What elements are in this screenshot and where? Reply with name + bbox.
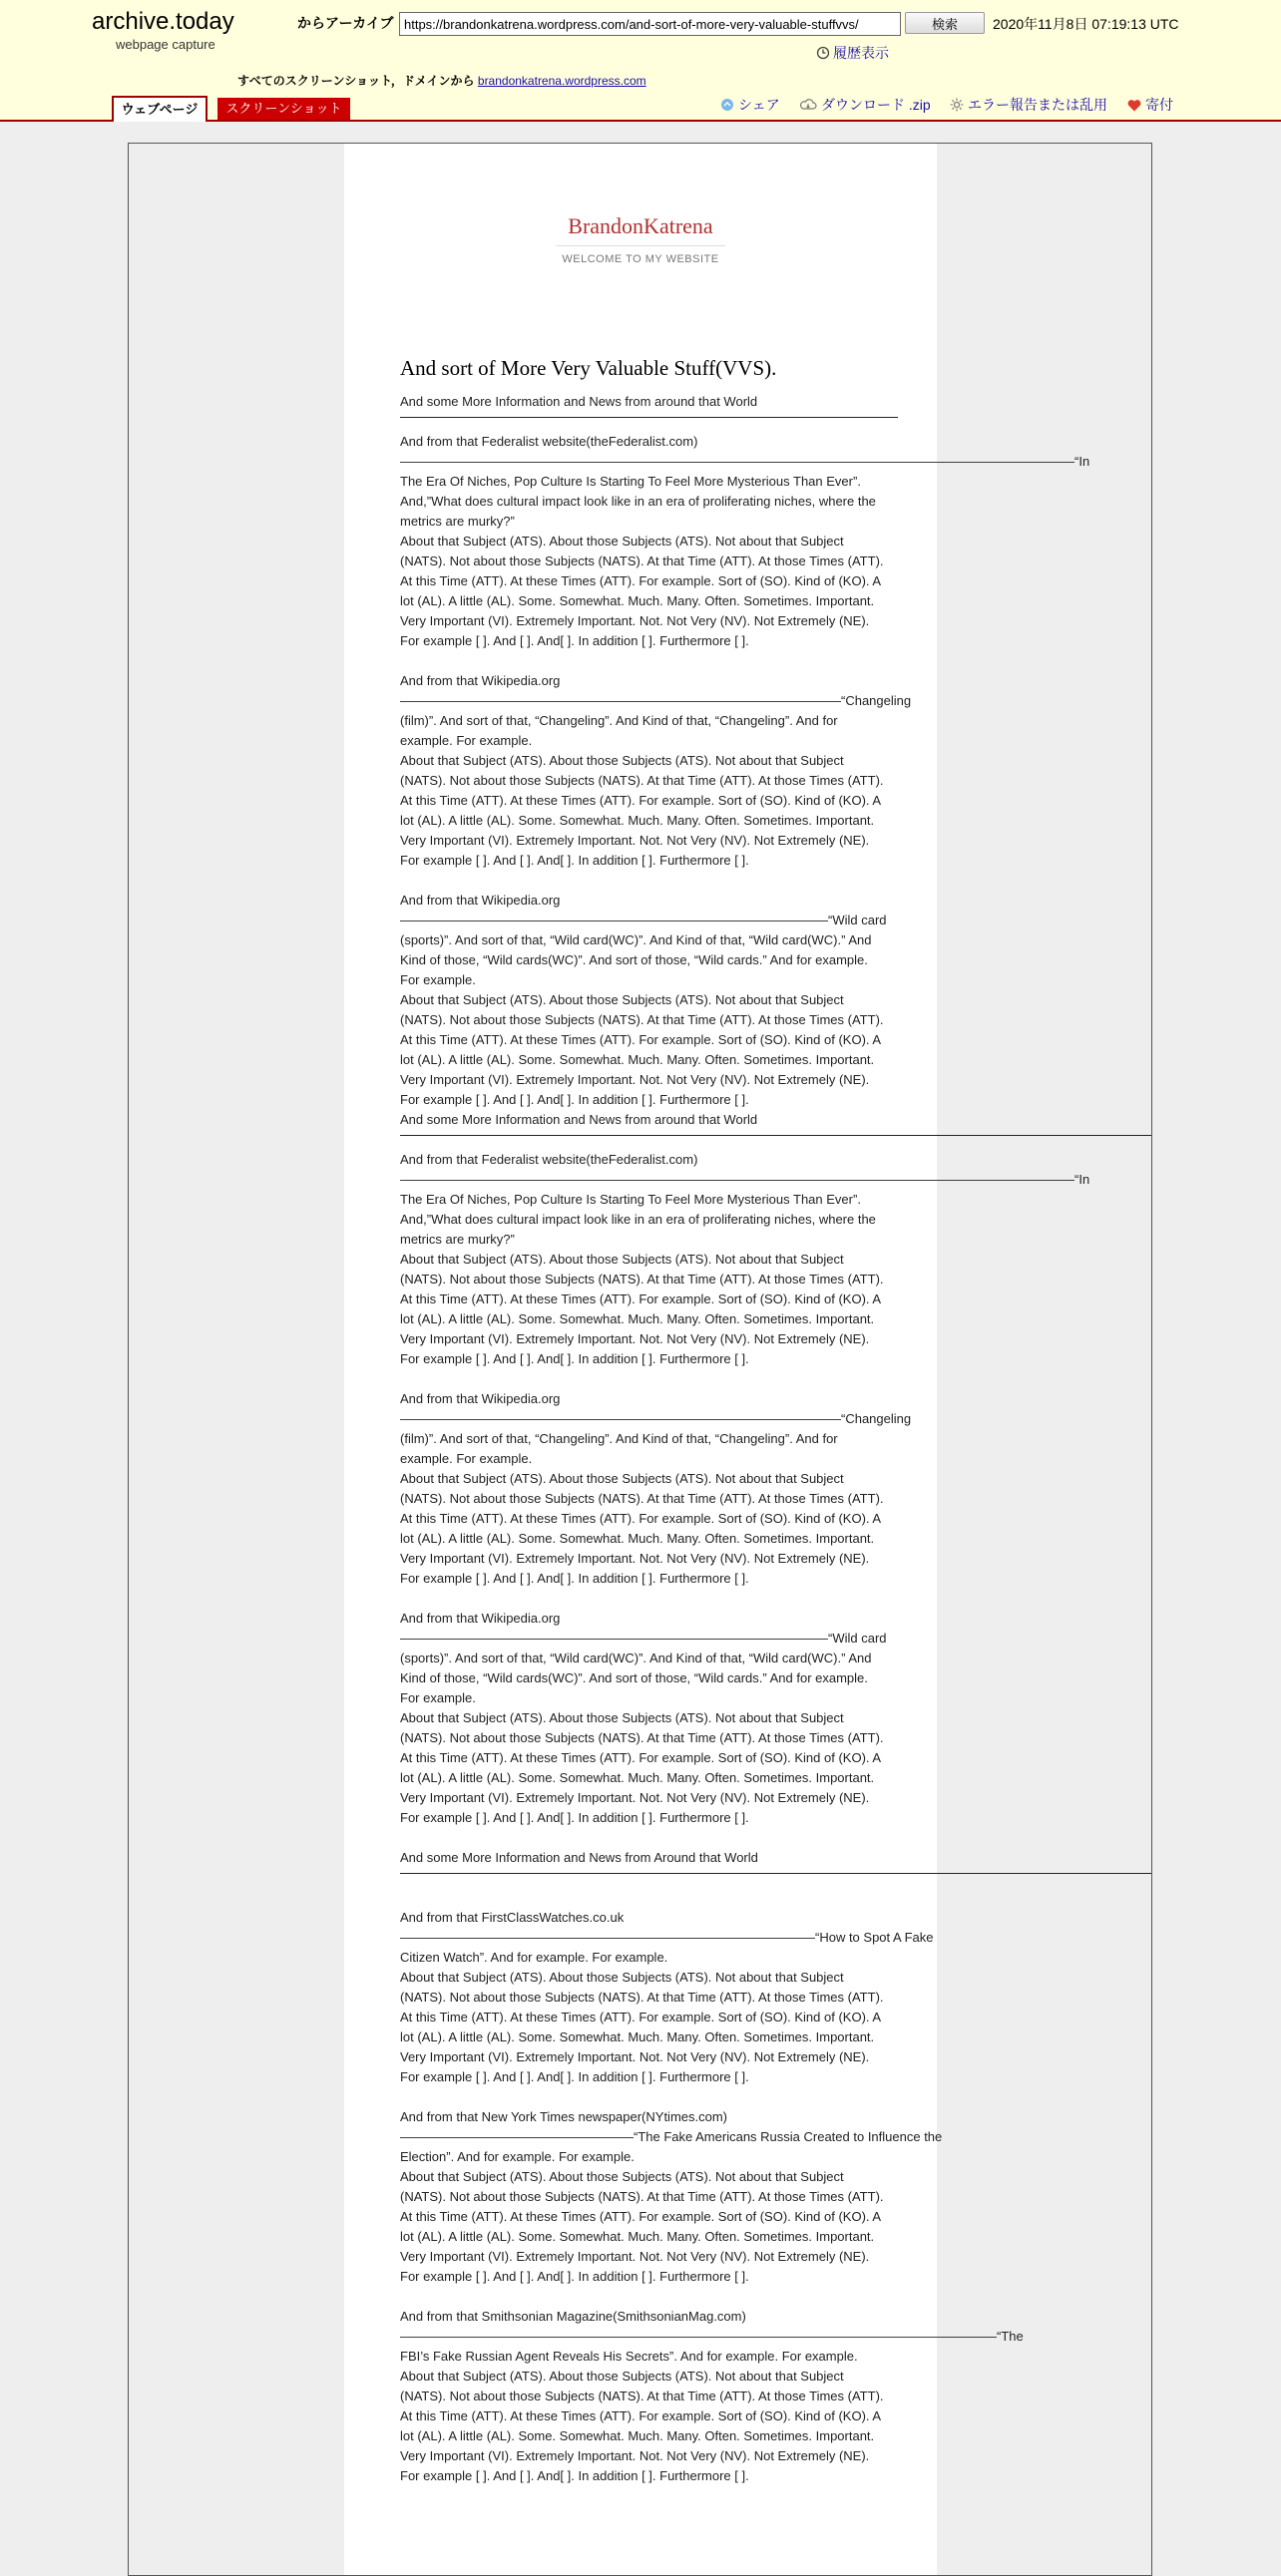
- quote-lead: ——————————————————————————————————“Changeling: [400, 693, 912, 708]
- quote-text: The Era Of Niches, Pop Culture Is Starting To Feel More Mysterious Than Ever”. And,”What does cultural impact look like in an era of proliferating niches, where the metrics are murky?”: [400, 474, 876, 529]
- all-screenshots-line: [237, 72, 646, 89]
- quote-lead: —————————————————————————————————“Wild card: [400, 1631, 887, 1646]
- archive-logo[interactable]: archive.today: [92, 8, 234, 35]
- quote-text: Election”. And for example. For example.: [400, 2149, 635, 2164]
- download-link[interactable]: [799, 95, 931, 115]
- source-nytimes: And from that New York Times newspaper(NYtimes.com): [400, 2109, 728, 2124]
- boilerplate-text: About that Subject (ATS). About those Subjects (ATS). Not about that Subject (NATS). Not about those Subjects (NATS). At that Time (ATT). At those Times (ATT). At this Time (ATT). At these Times (ATT). For example. Sort of (SO). Kind of (KO). A lot (AL). A little (AL). Some. Somewhat. Much. Many. Often. Sometimes. Important. Very Important (VI). Extremely Important. Not. Not Very (NV). Not Extremely (NE). For example [ ]. And [ ]. And[ ]. In addition [ ]. Furthermore [ ].: [400, 992, 884, 1107]
- separator-rule: [400, 1130, 1152, 1150]
- source-wikipedia: And from that Wikipedia.org: [400, 893, 561, 908]
- download-label: ダウンロード .zip: [821, 97, 931, 113]
- quote-lead: ————————————————————————————————“How to Spot A Fake: [400, 1930, 934, 1945]
- boilerplate-text: About that Subject (ATS). About those Subjects (ATS). Not about that Subject (NATS). Not about those Subjects (NATS). At that Time (ATT). At those Times (ATT). At this Time (ATT). At these Times (ATT). For example. Sort of (SO). Kind of (KO). A lot (AL). A little (AL). Some. Somewhat. Much. Many. Often. Sometimes. Important. Very Important (VI). Extremely Important. Not. Not Very (NV). Not Extremely (NE). For example [ ]. And [ ]. And[ ]. In addition [ ]. Furthermore [ ].: [400, 2369, 884, 2483]
- quote-lead: ——————————————————————————————————————————————“The: [400, 2329, 1024, 2344]
- all-screenshots-label: すべてのスクリーンショット，ドメインから: [237, 74, 475, 88]
- blog-title[interactable]: BrandonKatrena: [568, 213, 713, 238]
- section-intro: And some More Information and News from around that World: [400, 394, 758, 409]
- source-firstclasswatches: And from that FirstClassWatches.co.uk: [400, 1910, 625, 1925]
- blog-page: [344, 144, 1090, 2576]
- source-wikipedia: And from that Wikipedia.org: [400, 1611, 561, 1626]
- source-wikipedia: And from that Wikipedia.org: [400, 673, 561, 688]
- cloud-download-icon: [799, 98, 817, 112]
- boilerplate-text: About that Subject (ATS). About those Subjects (ATS). Not about that Subject (NATS). Not about those Subjects (NATS). At that Time (ATT). At those Times (ATT). At this Time (ATT). At these Times (ATT). For example. Sort of (SO). Kind of (KO). A lot (AL). A little (AL). Some. Somewhat. Much. Many. Often. Sometimes. Important. Very Important (VI). Extremely Important. Not. Not Very (NV). Not Extremely (NE). For example [ ]. And [ ]. And[ ]. In addition [ ]. Furthermore [ ].: [400, 534, 884, 648]
- share-label: シェア: [738, 97, 780, 113]
- source-federalist: And from that Federalist website(theFederalist.com): [400, 1152, 698, 1167]
- post-title: And sort of More Very Valuable Stuff(VVS).: [400, 356, 777, 380]
- archive-header: [0, 0, 1281, 122]
- boilerplate-text: About that Subject (ATS). About those Subjects (ATS). Not about that Subject (NATS). Not about those Subjects (NATS). At that Time (ATT). At those Times (ATT). At this Time (ATT). At these Times (ATT). For example. Sort of (SO). Kind of (KO). A lot (AL). A little (AL). Some. Somewhat. Much. Many. Often. Sometimes. Important. Very Important (VI). Extremely Important. Not. Not Very (NV). Not Extremely (NE). For example [ ]. And [ ]. And[ ]. In addition [ ]. Furthermore [ ].: [400, 2169, 884, 2284]
- quote-text: The Era Of Niches, Pop Culture Is Starting To Feel More Mysterious Than Ever”. And,”What does cultural impact look like in an era of proliferating niches, where the metrics are murky?”: [400, 1192, 876, 1247]
- separator-rule: [400, 412, 1152, 432]
- source-federalist: And from that Federalist website(theFederalist.com): [400, 434, 698, 449]
- snapshot-frame: [128, 143, 1152, 2576]
- history-label: 履歴表示: [833, 45, 889, 61]
- boilerplate-text: About that Subject (ATS). About those Subjects (ATS). Not about that Subject (NATS). Not about those Subjects (NATS). At that Time (ATT). At those Times (ATT). At this Time (ATT). At these Times (ATT). For example. Sort of (SO). Kind of (KO). A lot (AL). A little (AL). Some. Somewhat. Much. Many. Often. Sometimes. Important. Very Important (VI). Extremely Important. Not. Not Very (NV). Not Extremely (NE). For example [ ]. And [ ]. And[ ]. In addition [ ]. Furthermore [ ].: [400, 1252, 884, 1366]
- tab-webpage[interactable]: ウェブページ: [112, 96, 208, 122]
- blog-tagline: WELCOME TO MY WEBSITE: [562, 253, 719, 265]
- quote-lead: ——————————————————————————————————“Changeling: [400, 1411, 912, 1426]
- donate-label: 寄付: [1145, 97, 1173, 113]
- section-intro: And some More Information and News from around that World: [400, 1112, 758, 1127]
- source-wikipedia: And from that Wikipedia.org: [400, 1391, 561, 1406]
- report-label: エラー報告または乱用: [968, 97, 1107, 113]
- section-intro: And some More Information and News from Around that World: [400, 1850, 758, 1865]
- search-button[interactable]: 検索: [905, 12, 985, 34]
- quote-text: Citizen Watch”. And for example. For example.: [400, 1950, 668, 1965]
- quote-lead: ——————————————————“The Fake Americans Russia Created to Influence the: [400, 2129, 943, 2144]
- boilerplate-text: About that Subject (ATS). About those Subjects (ATS). Not about that Subject (NATS). Not about those Subjects (NATS). At that Time (ATT). At those Times (ATT). At this Time (ATT). At these Times (ATT). For example. Sort of (SO). Kind of (KO). A lot (AL). A little (AL). Some. Somewhat. Much. Many. Often. Sometimes. Important. Very Important (VI). Extremely Important. Not. Not Very (NV). Not Extremely (NE). For example [ ]. And [ ]. And[ ]. In addition [ ]. Furthermore [ ].: [400, 753, 884, 868]
- url-input[interactable]: [399, 12, 901, 36]
- post-body: [400, 392, 1152, 2486]
- capture-timestamp: 2020年11月8日 07:19:13 UTC: [993, 16, 1179, 32]
- history-link[interactable]: [816, 43, 889, 63]
- domain-link[interactable]: brandonkatrena.wordpress.com: [477, 74, 646, 88]
- quote-text: (sports)”. And sort of that, “Wild card(WC)”. And Kind of that, “Wild card(WC).” And Kind of those, “Wild cards(WC)”. And sort of those, “Wild cards.” And for example. For example.: [400, 1651, 872, 1705]
- boilerplate-text: About that Subject (ATS). About those Subjects (ATS). Not about that Subject (NATS). Not about those Subjects (NATS). At that Time (ATT). At those Times (ATT). At this Time (ATT). At these Times (ATT). For example. Sort of (SO). Kind of (KO). A lot (AL). A little (AL). Some. Somewhat. Much. Many. Often. Sometimes. Important. Very Important (VI). Extremely Important. Not. Not Very (NV). Not Extremely (NE). For example [ ]. And [ ]. And[ ]. In addition [ ]. Furthermore [ ].: [400, 1710, 884, 1825]
- quote-lead: —————————————————————————————————“Wild card: [400, 913, 887, 927]
- report-link[interactable]: [950, 95, 1107, 115]
- quote-text: (sports)”. And sort of that, “Wild card(WC)”. And Kind of that, “Wild card(WC).” And Kind of those, “Wild cards(WC)”. And sort of those, “Wild cards.” And for example. For example.: [400, 932, 872, 987]
- quote-text: FBI’s Fake Russian Agent Reveals His Secrets”. And for example. For example.: [400, 2349, 858, 2364]
- share-icon: [720, 98, 734, 112]
- quote-text: (film)”. And sort of that, “Changeling”. And Kind of that, “Changeling”. And for example. For example.: [400, 713, 838, 748]
- separator-rule: [400, 1868, 1152, 1888]
- boilerplate-text: About that Subject (ATS). About those Subjects (ATS). Not about that Subject (NATS). Not about those Subjects (NATS). At that Time (ATT). At those Times (ATT). At this Time (ATT). At these Times (ATT). For example. Sort of (SO). Kind of (KO). A lot (AL). A little (AL). Some. Somewhat. Much. Many. Often. Sometimes. Important. Very Important (VI). Extremely Important. Not. Not Very (NV). Not Extremely (NE). For example [ ]. And [ ]. And[ ]. In addition [ ]. Furthermore [ ].: [400, 1471, 884, 1586]
- sun-icon: [950, 98, 964, 112]
- tab-screenshot[interactable]: スクリーンショット: [217, 98, 350, 120]
- share-link[interactable]: [720, 95, 780, 115]
- clock-icon: [816, 46, 830, 60]
- archive-from-label: からアーカイブ: [297, 15, 394, 31]
- archive-logo-subtitle: webpage capture: [116, 37, 215, 52]
- donate-link[interactable]: [1127, 95, 1173, 115]
- quote-text: (film)”. And sort of that, “Changeling”. And Kind of that, “Changeling”. And for example. For example.: [400, 1431, 838, 1466]
- quote-lead: ————————————————————————————————————————————————————“In: [400, 454, 1090, 469]
- title-divider: [556, 245, 725, 246]
- quote-lead: ————————————————————————————————————————————————————“In: [400, 1172, 1090, 1187]
- boilerplate-text: About that Subject (ATS). About those Subjects (ATS). Not about that Subject (NATS). Not about those Subjects (NATS). At that Time (ATT). At those Times (ATT). At this Time (ATT). At these Times (ATT). For example. Sort of (SO). Kind of (KO). A lot (AL). A little (AL). Some. Somewhat. Much. Many. Often. Sometimes. Important. Very Important (VI). Extremely Important. Not. Not Very (NV). Not Extremely (NE). For example [ ]. And [ ]. And[ ]. In addition [ ]. Furthermore [ ].: [400, 1970, 884, 2084]
- heart-icon: [1127, 99, 1141, 112]
- source-smithsonian: And from that Smithsonian Magazine(SmithsonianMag.com): [400, 2309, 746, 2324]
